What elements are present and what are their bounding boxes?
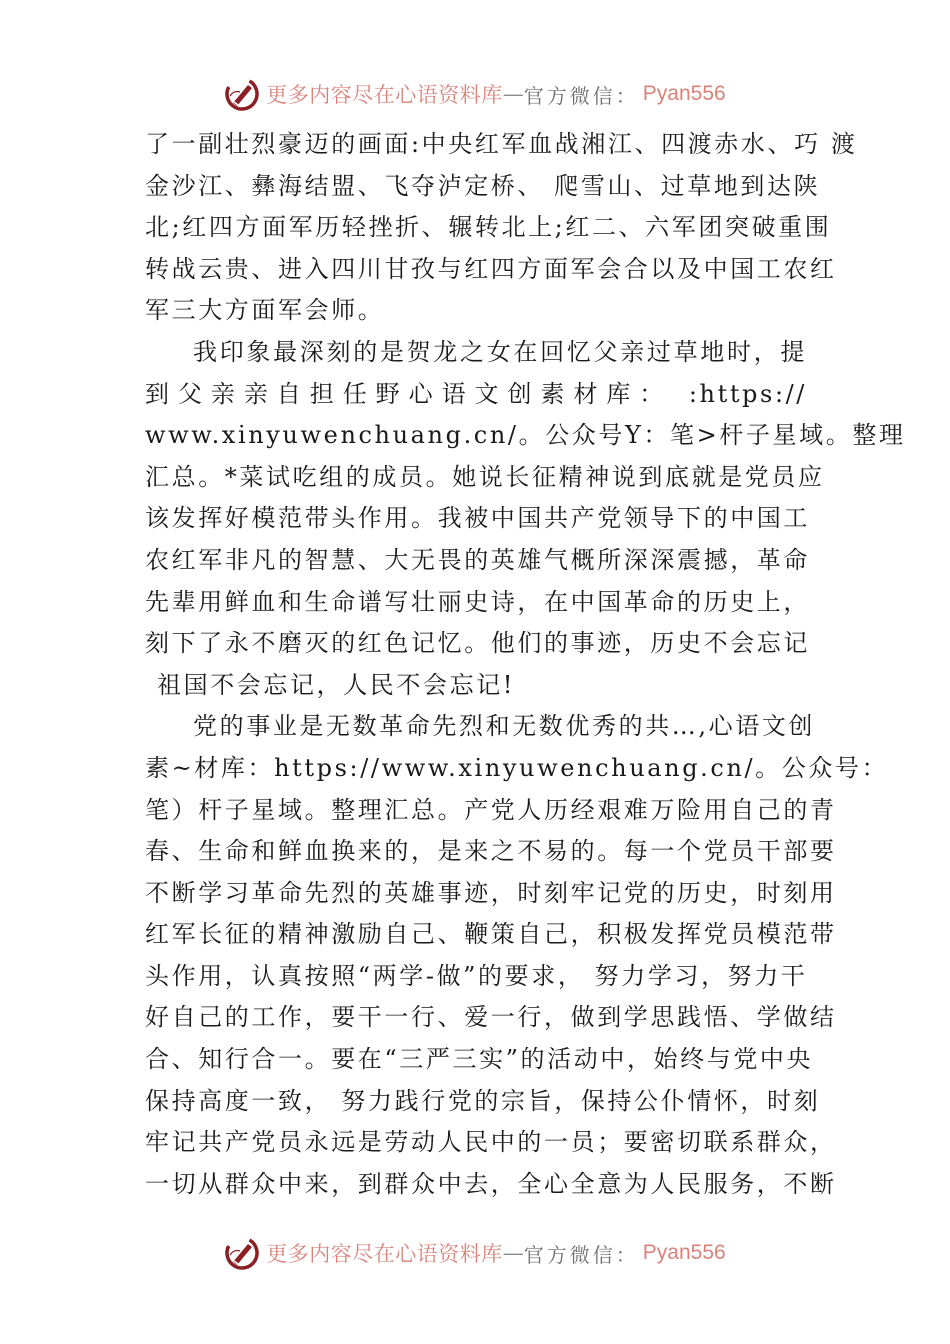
wechat-label: 官方微信： bbox=[523, 83, 639, 108]
text-line: 合、知行合一。要在“三严三实”的活动中，始终与党中央 bbox=[145, 1045, 814, 1074]
paragraph-start-line: 党的事业是无数革命先烈和无数优秀的共…,心语文创 bbox=[193, 712, 816, 741]
text-line: 汇总。*菜试吃组的成员。她说长征精神说到底就是党员应 bbox=[145, 462, 825, 491]
wechat-label: 官方微信： bbox=[523, 1242, 639, 1267]
promo-text: 更多内容尽在心语资料库 bbox=[266, 83, 503, 107]
wechat-id: Pyan556 bbox=[642, 82, 726, 105]
text-line: 笔）杆子星域。整理汇总。产党人历经艰难万险用自己的青 bbox=[145, 795, 837, 824]
text-line: 一切从群众中来，到群众中去，全心全意为人民服务，不断 bbox=[145, 1169, 837, 1198]
text-line: 军三大方面军会师。 bbox=[145, 296, 385, 325]
text-line: 祖国不会忘记，人民不会忘记! bbox=[157, 670, 516, 699]
text-line: 转战云贵、进入四川甘孜与红四方面军会合以及中国工农红 bbox=[145, 254, 837, 283]
text-line: 金沙江、彝海结盟、飞夺泸定桥、 爬雪山、过草地到达陕 bbox=[145, 171, 821, 200]
text-line: 春、生命和鲜血换来的，是来之不易的。每一个党员干部要 bbox=[145, 837, 837, 866]
text-line: 头作用，认真按照“两学-做”的要求， 努力学习，努力干 bbox=[145, 961, 808, 990]
text-line: 先辈用鲜血和生命谱写壮丽史诗，在中国革命的历史上， bbox=[145, 587, 810, 616]
text-line: 保持高度一致， 努力践行党的宗旨，保持公仆情怀，时刻 bbox=[145, 1086, 821, 1115]
document-body bbox=[145, 124, 906, 1205]
text-line: 不断学习革命先烈的英雄事迹，时刻牢记党的历史，时刻用 bbox=[145, 878, 837, 907]
paragraph-start-line: 我印象最深刻的是贺龙之女在回忆父亲过草地时，提 bbox=[193, 337, 807, 366]
text-line: 好自己的工作，要干一行、爱一行，做到学思践悟、学做结 bbox=[145, 1003, 837, 1032]
footer-banner bbox=[0, 1233, 950, 1273]
text-line: 该发挥好模范带头作用。我被中国共产党领导下的中国工 bbox=[145, 504, 810, 533]
text-line: 刻下了永不磨灭的红色记忆。他们的事迹，历史不会忘记 bbox=[145, 629, 810, 658]
banner-dash: — bbox=[502, 1241, 524, 1265]
text-line: 牢记共产党员永远是劳动人民中的一员；要密切联系群众， bbox=[145, 1128, 837, 1157]
text-line: 红军长征的精神激励自己、鞭策自己，积极发挥党员模范带 bbox=[145, 920, 837, 949]
text-line: 了一副壮烈豪迈的画面:中央红军血战湘江、四渡赤水、巧 渡 bbox=[145, 130, 858, 158]
text-line: 到父亲亲自担任野心语文创素材库： :https:// bbox=[145, 379, 807, 408]
text-line: 素~材库：https://www.xinyuwenchuang.cn/。公众号： bbox=[145, 753, 889, 782]
text-line: 北;红四方面军历轻挫折、辗转北上;红二、六军团突破重围 bbox=[145, 213, 832, 242]
quill-pen-logo-icon bbox=[224, 76, 260, 112]
banner-dash: — bbox=[502, 82, 524, 106]
header-banner bbox=[0, 74, 950, 114]
wechat-id: Pyan556 bbox=[642, 1241, 726, 1264]
quill-pen-logo-icon bbox=[224, 1235, 260, 1271]
promo-text: 更多内容尽在心语资料库 bbox=[266, 1242, 503, 1266]
text-line: www.xinyuwenchuang.cn/。公众号Y：笔>杆子星域。整理 bbox=[145, 421, 906, 450]
text-line: 农红军非凡的智慧、大无畏的英雄气概所深深震撼，革命 bbox=[145, 545, 810, 574]
